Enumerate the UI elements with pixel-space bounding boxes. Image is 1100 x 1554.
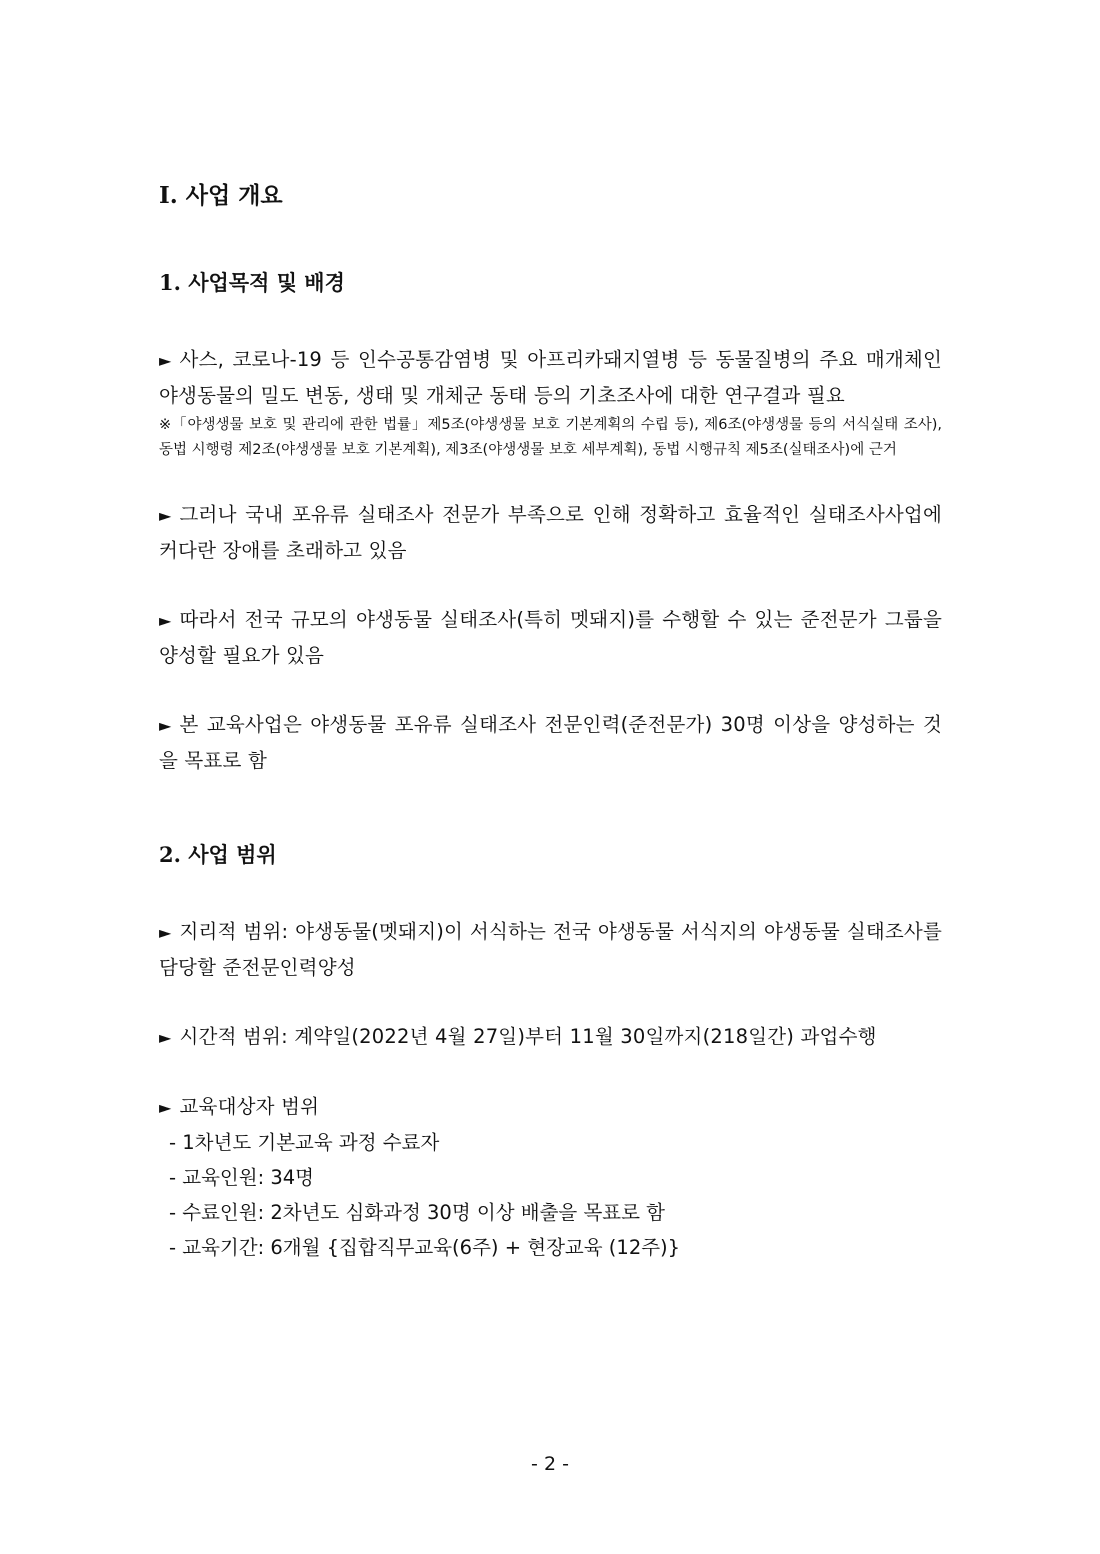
list-item: - 수료인원: 2차년도 심화과정 30명 이상 배출을 목표로 함: [169, 1201, 665, 1224]
scope-temporal: ► 시간적 범위: 계약일(2022년 4월 27일)부터 11월 30일까지(218일간) 과업수행: [159, 1019, 942, 1055]
list-item: - 교육기간: 6개월 {집합직무교육(6주) + 현장교육 (12주)}: [169, 1236, 681, 1259]
list-item: - 교육인원: 34명: [169, 1166, 315, 1189]
section-title-purpose: 1. 사업목적 및 배경: [159, 270, 345, 295]
page-number: - 2 -: [531, 1453, 569, 1475]
list-item: - 1차년도 기본교육 과정 수료자: [169, 1131, 440, 1154]
purpose-paragraph-2: ► 그러나 국내 포유류 실태조사 전문가 부족으로 인해 정확하고 효율적인 실태조사사업에 커다란 장애를 초래하고 있음: [159, 497, 942, 568]
scope-trainees-heading: ► 교육대상자 범위: [159, 1089, 942, 1125]
section-title-overview: I. 사업 개요: [159, 182, 283, 209]
purpose-paragraph-1: ► 사스, 코로나-19 등 인수공통감염병 및 아프리카돼지열병 등 동물질병의 주요 매개체인 야생동물의 밀도 변동, 생태 및 개체군 동태 등의 기초조사에 대한 연구결과 필요: [159, 342, 942, 413]
scope-geographic: ► 지리적 범위: 야생동물(멧돼지)이 서식하는 전국 야생동물 서식지의 야생동물 실태조사를 담당할 준전문인력양성: [159, 914, 942, 985]
legal-basis-note: ※「야생생물 보호 및 관리에 관한 법률」제5조(야생생물 보호 기본계획의 수립 등), 제6조(야생생물 등의 서식실태 조사), 동법 시행령 제2조(야생생물 보호 기본계획), 제3조(야생생물 보호 세부계획), 동법 시행규칙 제5조(실태조사)에 근거: [159, 417, 942, 458]
document-page: [159, 178, 942, 1265]
purpose-paragraph-4: ► 본 교육사업은 야생동물 포유류 실태조사 전문인력(준전문가) 30명 이상을 양성하는 것을 목표로 함: [159, 707, 942, 778]
section-title-scope: 2. 사업 범위: [159, 842, 277, 867]
purpose-paragraph-3: ► 따라서 전국 규모의 야생동물 실태조사(특히 멧돼지)를 수행할 수 있는 준전문가 그룹을 양성할 필요가 있음: [159, 602, 942, 673]
